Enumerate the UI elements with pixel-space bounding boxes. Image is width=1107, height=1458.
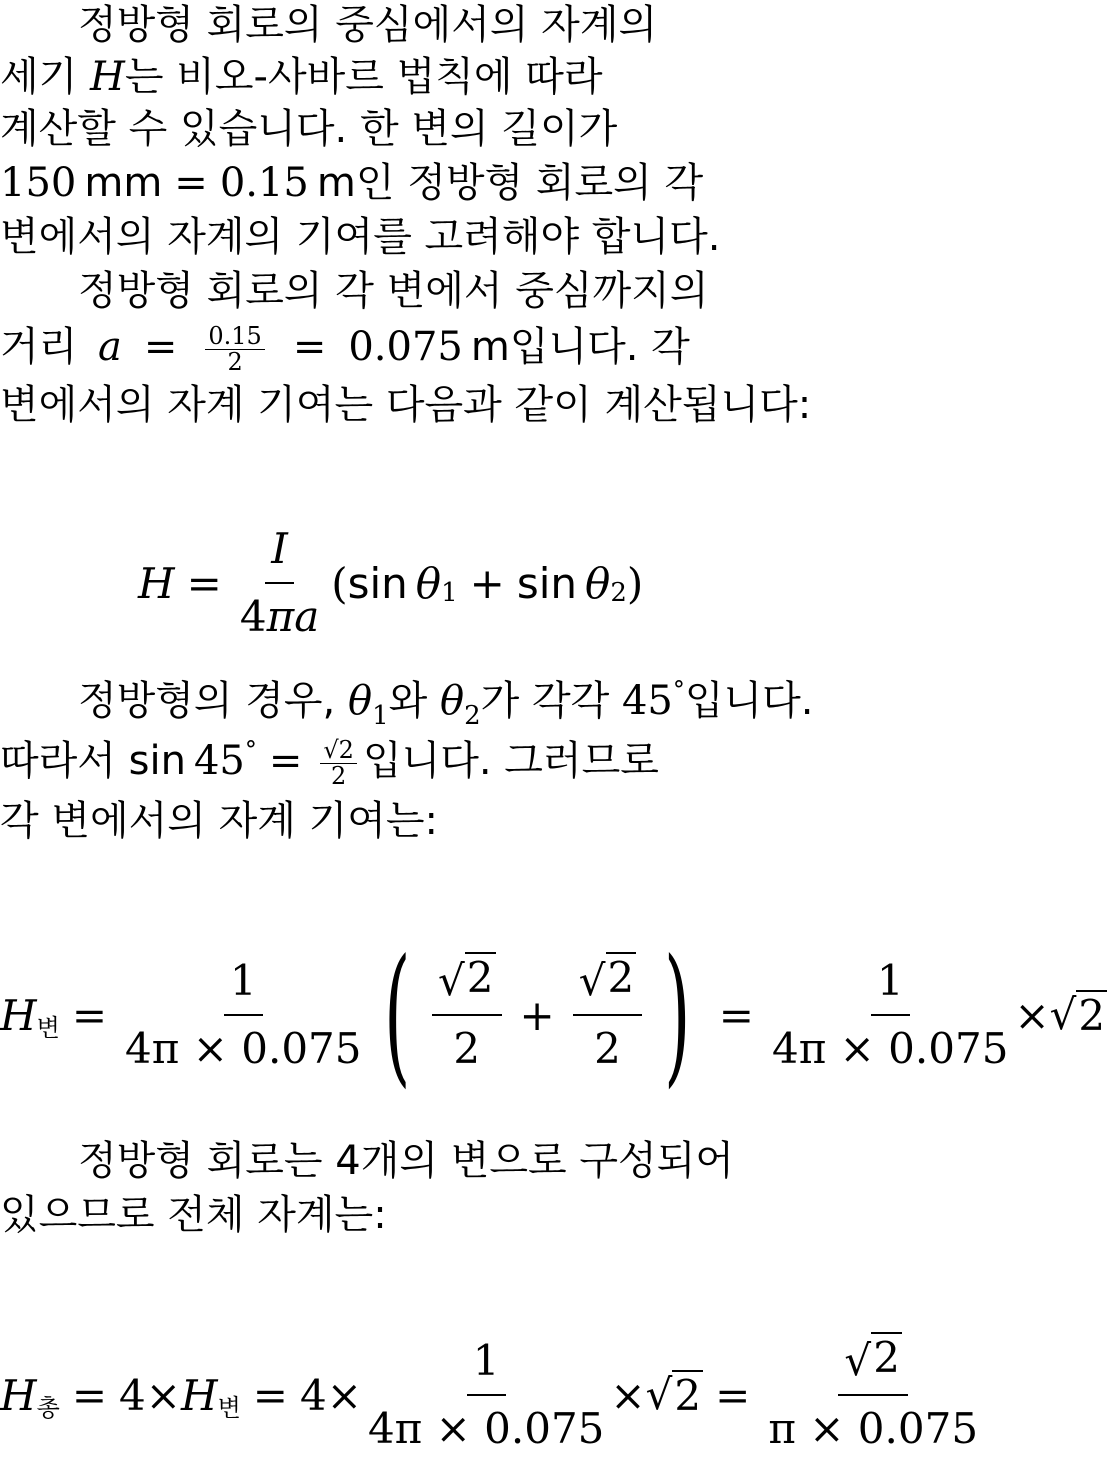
fraction-0.15-over-2: $\frac{0.15}{2}$ bbox=[205, 324, 264, 375]
paragraph-2-line-2: 거리 a = $\frac{0.15}{2}$ = 0.075 m입니다. 각 bbox=[0, 321, 690, 376]
paragraph-1-line-5: 변에서의 자계의 기여를 고려해야 합니다. bbox=[0, 214, 721, 260]
paragraph-1-line-3: 계산할 수 있습니다. 한 변의 길이가 bbox=[0, 106, 618, 152]
paragraph-1-line-4: 150 mm = 0.15 m인 정방형 회로의 각 bbox=[0, 160, 704, 206]
paragraph-1-line-2: 세기 H는 비오-사바르 법칙에 따라 bbox=[0, 54, 603, 100]
fraction-sqrt2-over-2-b: √ 2 2 bbox=[573, 952, 643, 1078]
fraction-1-over-4pi-0.075-b: $\frac{1}{4\pi \times 0.075}$ bbox=[772, 952, 1008, 1078]
fraction-sqrt2-over-pi-0.075: √ 2 π × 0.075 bbox=[768, 1333, 979, 1453]
sqrt-symbol: √ bbox=[323, 735, 339, 764]
paragraph-2-line-3: 변에서의 자계 기여는 다음과 같이 계산됩니다: bbox=[0, 382, 812, 428]
paragraph-3-line-1: 정방형의 경우, $\theta_1$와 $\theta_2$가 각각 45°입니다. bbox=[78, 676, 814, 731]
equation-field-side: H = $\frac{I}{4\pi a}$ ( sin θ 1 + sin θ 2 ) bbox=[138, 520, 643, 646]
fraction-1-over-4pi-0.075: $\frac{1}{4\pi \times 0.075}$ bbox=[125, 952, 361, 1078]
fraction-1-over-4pi-0.075-c: $\frac{1}{4\pi \times 0.075}$ bbox=[368, 1332, 604, 1458]
equation-field-total: H 총 = 4 × H 변 = 4 × $\frac{1}{4\pi \times 0.075}$ × √ 2 = √ 2 π × 0.075 bbox=[0, 1332, 984, 1458]
paragraph-4-line-2: 있으므로 전체 자계는: bbox=[0, 1192, 387, 1238]
math-H: H bbox=[90, 54, 125, 100]
paragraph-1-line-1: 정방형 회로의 중심에서의 자계의 bbox=[78, 2, 658, 48]
paragraph-4-line-1: 정방형 회로는 4개의 변으로 구성되어 bbox=[78, 1138, 734, 1184]
paragraph-3-line-3: 각 변에서의 자계 기여는: bbox=[0, 798, 439, 844]
fraction-I-over-4pi-a: $\frac{I}{4\pi a}$ bbox=[240, 520, 319, 646]
fraction-sqrt2-over-2-a: √ 2 2 bbox=[432, 952, 502, 1078]
equation-field-per-side: H 변 = $\frac{1}{4\pi \times 0.075}$ ( √ 2 2 + √ 2 2 ) = $\frac{1}{4\pi \times 0.075}$ × √ 2 bbox=[0, 928, 1106, 1102]
paragraph-2-line-1: 정방형 회로의 각 변에서 중심까지의 bbox=[78, 268, 709, 314]
fraction-sqrt2-over-2: $\frac{√2}{2}$ bbox=[320, 738, 357, 789]
paragraph-3-line-2: 따라서 sin 45° = $\frac{√2}{2}$ 입니다. 그러므로 bbox=[0, 735, 659, 790]
